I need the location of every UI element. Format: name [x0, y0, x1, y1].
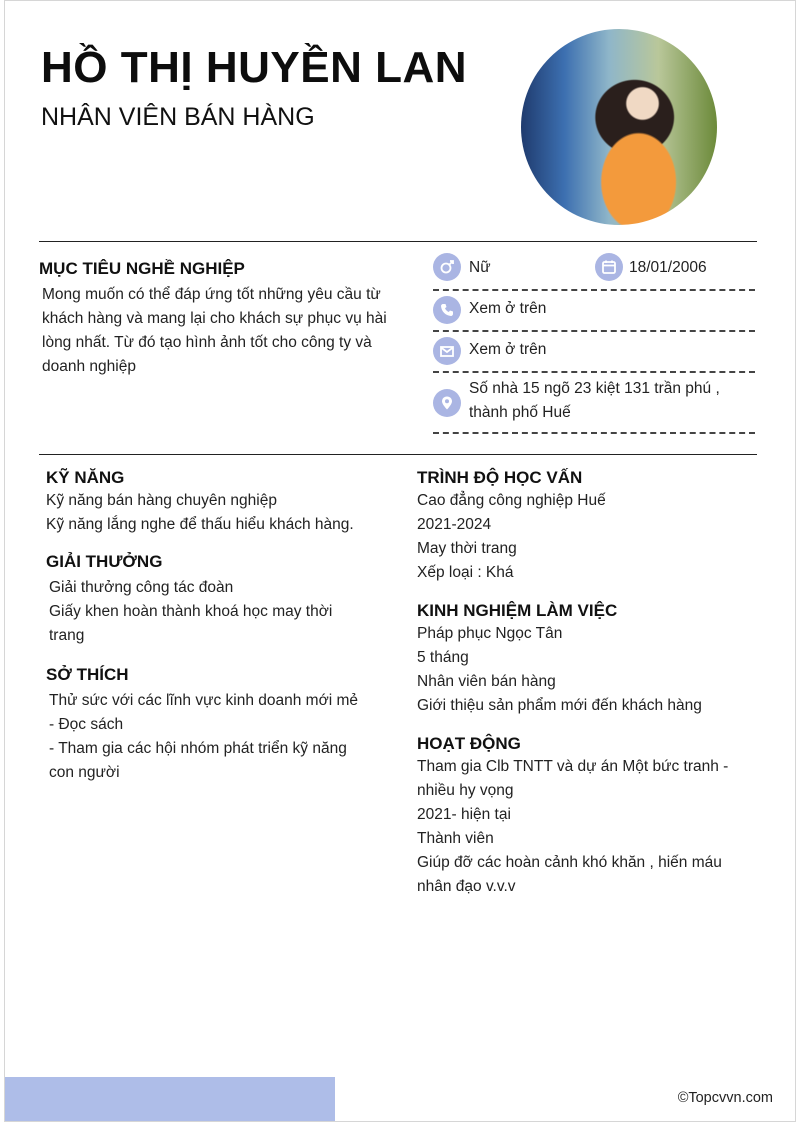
gender-value: Nữ [469, 259, 491, 276]
email-value: Xem ở trên [469, 341, 547, 358]
experience-item: 5 tháng [417, 649, 469, 666]
objective-title: MỤC TIÊU NGHỀ NGHIỆP [39, 259, 245, 278]
activities-title: HOẠT ĐỘNG [417, 734, 521, 753]
birthday-value: 18/01/2006 [629, 259, 707, 276]
phone-value: Xem ở trên [469, 300, 547, 317]
hobbies-title: SỞ THÍCH [46, 665, 129, 684]
awards-list [49, 576, 369, 648]
education-item: May thời trang [417, 540, 517, 557]
skills-list [46, 489, 386, 537]
footer-brand[interactable]: ©Topcvvn.com [677, 1090, 773, 1106]
awards-item: Giải thưởng công tác đoàn [49, 579, 234, 596]
job-title: NHÂN VIÊN BÁN HÀNG [41, 103, 315, 131]
footer-accent-bar [5, 1077, 335, 1122]
activities-item: Giúp đỡ các hoàn cảnh khó khăn , hiến máu [417, 854, 722, 871]
contact-row-gender-birthday [433, 253, 755, 291]
location-pin-icon [433, 389, 461, 417]
address-line: thành phố Huế [469, 404, 571, 421]
divider-middle [39, 454, 757, 455]
skills-item: Kỹ năng bán hàng chuyên nghiệp [46, 492, 277, 509]
skills-title: KỸ NĂNG [46, 468, 125, 487]
hobbies-item: Thử sức với các lĩnh vực kinh doanh mới mẻ [49, 692, 359, 709]
objective-text [42, 283, 412, 379]
objective-line: Mong muốn có thể đáp ứng tốt những yêu cầu từ [42, 286, 381, 303]
activities-item: 2021- hiện tại [417, 806, 511, 823]
address-value [469, 377, 755, 425]
experience-item: Pháp phục Ngọc Tân [417, 625, 563, 642]
awards-item: trang [49, 627, 85, 644]
profile-photo [521, 29, 717, 225]
calendar-icon [595, 253, 623, 281]
objective-line: doanh nghiệp [42, 358, 136, 375]
education-item: Cao đẳng công nghiệp Huế [417, 492, 606, 509]
contact-row-address [433, 376, 755, 434]
hobbies-item: con người [49, 764, 120, 781]
activities-item: nhân đạo v.v.v [417, 878, 516, 895]
education-item: Xếp loại : Khá [417, 564, 514, 581]
experience-list [417, 622, 762, 718]
activities-item: Thành viên [417, 830, 494, 847]
skills-item: Kỹ năng lắng nghe để thấu hiểu khách hàng. [46, 516, 354, 533]
divider-top [39, 241, 757, 242]
objective-line: lòng nhất. Từ đó tạo hình ảnh tốt cho công ty và [42, 334, 372, 351]
education-item: 2021-2024 [417, 516, 492, 533]
awards-item: Giấy khen hoàn thành khoá học may thời [49, 603, 333, 620]
hobbies-item: - Đọc sách [49, 716, 124, 733]
hobbies-list [49, 689, 379, 785]
experience-item: Giới thiệu sản phẩm mới đến khách hàng [417, 697, 702, 714]
awards-title: GIẢI THƯỞNG [46, 552, 163, 571]
cv-page [4, 0, 796, 1122]
contact-row-phone [433, 294, 755, 332]
education-title: TRÌNH ĐỘ HỌC VẤN [417, 468, 583, 487]
activities-list [417, 755, 757, 899]
gender-icon [433, 253, 461, 281]
education-list [417, 489, 757, 585]
address-line: Số nhà 15 ngõ 23 kiệt 131 trần phú , [469, 380, 720, 397]
activities-item: nhiều hy vọng [417, 782, 514, 799]
contact-row-email [433, 335, 755, 373]
experience-item: Nhân viên bán hàng [417, 673, 556, 690]
hobbies-item: - Tham gia các hội nhóm phát triển kỹ năng [49, 740, 347, 757]
phone-icon [433, 296, 461, 324]
email-icon [433, 337, 461, 365]
experience-title: KINH NGHIỆM LÀM VIỆC [417, 601, 618, 620]
activities-item: Tham gia Clb TNTT và dự án Một bức tranh - [417, 758, 729, 775]
candidate-name: HỒ THỊ HUYỀN LAN [41, 43, 467, 92]
objective-line: khách hàng và mang lại cho khách sự phục vụ hài [42, 310, 387, 327]
